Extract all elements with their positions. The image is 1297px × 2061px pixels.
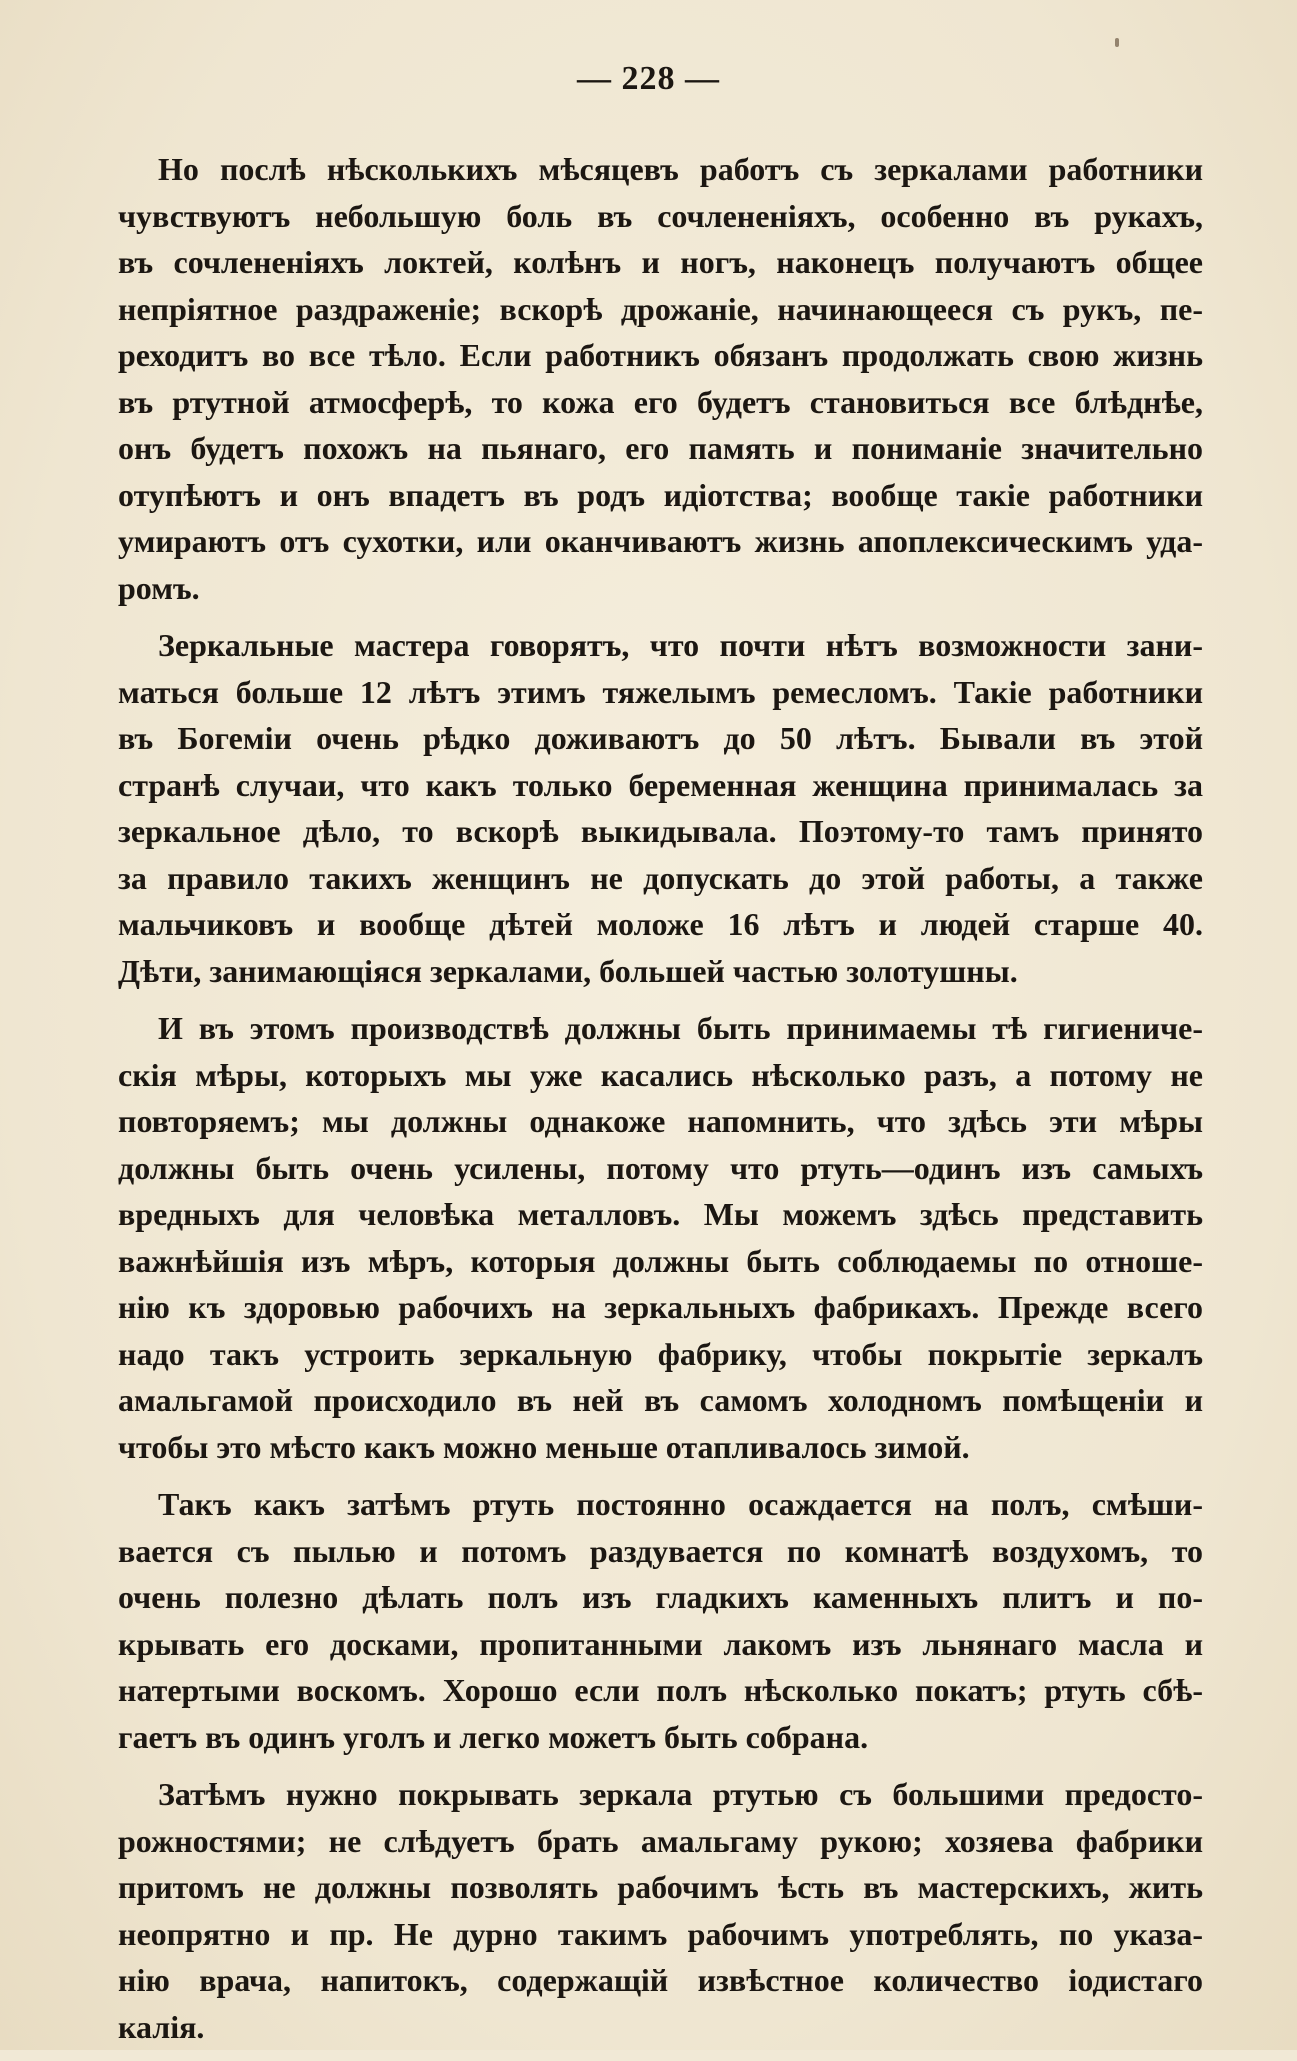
text-line: нію врача, напитокъ, содержащій извѣстное количество іодистаго [118,1962,1203,1998]
text-line: важнѣйшія изъ мѣръ, которыя должны быть соблюдаемы по отноше- [118,1242,1203,1279]
text-line: странѣ случаи, что какъ только беременная женщина принималась за [118,766,1203,803]
text-line: крывать его досками, пропитанными лакомъ изъ льнянаго масла и [118,1625,1203,1662]
text-line: повторяемъ; мы должны однакоже напомнить, что здѣсь эти мѣры [118,1103,1203,1139]
text-line: Такъ какъ затѣмъ ртуть постоянно осаждается на полъ, смѣши- [158,1486,1203,1522]
text-line: въ ртутной атмосферѣ, то кожа его будетъ становиться все блѣднѣе, [118,383,1203,420]
text-line: рожностями; не слѣдуетъ брать амальгаму рукою; хозяева фабрики [118,1822,1203,1859]
page-number: — 228 — [577,60,720,97]
text-line: натертыми воскомъ. Хорошо если полъ нѣсколько покатъ; ртуть сбѣ- [118,1672,1203,1708]
text-line: должны быть очень усилены, потому что ртуть—одинъ изъ самыхъ [118,1149,1203,1186]
text-line: калія. [118,2008,205,2045]
text-line: умираютъ отъ сухотки, или оканчиваютъ жизнь апоплексическимъ уда- [118,523,1203,559]
text-line: за правило такихъ женщинъ не допускать до этой работы, а также [118,859,1203,896]
text-line: Затѣмъ нужно покрывать зеркала ртутью съ большими предосто- [158,1776,1203,1812]
text-line: амальгамой происходило въ ней въ самомъ холодномъ помѣщеніи и [118,1382,1203,1418]
text-line: И въ этомъ производствѣ должны быть принимаемы тѣ гигиениче- [158,1010,1203,1046]
text-line: вредныхъ для человѣка металловъ. Мы можемъ здѣсь представить [118,1196,1203,1232]
text-line: чувствуютъ небольшую боль въ сочлененіяхъ, особенно въ рукахъ, [118,197,1203,234]
text-line: Но послѣ нѣсколькихъ мѣсяцевъ работъ съ зеркалами работники [158,151,1203,187]
text-line: зеркальное дѣло, то вскорѣ выкидывала. Поэтому-то тамъ принято [118,813,1203,849]
text-line: надо такъ устроить зеркальную фабрику, чтобы покрытіе зеркалъ [118,1335,1203,1372]
text-line: въ сочлененіяхъ локтей, колѣнъ и ногъ, наконецъ получаютъ общее [118,244,1203,280]
text-line: притомъ не должны позволять рабочимъ ѣсть въ мастерскихъ, жить [118,1869,1203,1905]
text-line: нію къ здоровью рабочихъ на зеркальныхъ фабрикахъ. Прежде всего [118,1289,1203,1325]
text-line: Дѣти, занимающіяся зеркалами, большей частью золотушны. [118,952,1018,989]
text-line: отупѣютъ и онъ впадетъ въ родъ идіотства; вообще такіе работники [118,476,1203,513]
text-line: ромъ. [118,569,200,606]
text-line: вается съ пылью и потомъ раздувается по комнатѣ воздухомъ, то [118,1532,1203,1569]
text-line: онъ будетъ похожъ на пьянаго, его память и пониманіе значительно [118,430,1203,466]
text-line: скія мѣры, которыхъ мы уже касались нѣсколько разъ, а потому не [118,1056,1203,1093]
text-line: маться больше 12 лѣтъ этимъ тяжелымъ ремесломъ. Такіе работники [118,673,1203,710]
paragraph [118,1481,1203,1760]
body-text [118,146,1203,2061]
text-line: непріятное раздраженіе; вскорѣ дрожаніе, начинающееся съ рукъ, пе- [118,290,1203,327]
text-line: въ Богеміи очень рѣдко доживаютъ до 50 лѣтъ. Бывали въ этой [118,720,1203,756]
paragraph [118,1005,1203,1470]
text-line: мальчиковъ и вообще дѣтей моложе 16 лѣтъ и людей старше 40. [118,906,1203,942]
text-line: Зеркальные мастера говорятъ, что почти нѣтъ возможности зани- [158,627,1203,663]
paragraph [118,622,1203,994]
text-line: реходитъ во все тѣло. Если работникъ обязанъ продолжать свою жизнь [118,337,1203,373]
text-line: чтобы это мѣсто какъ можно меньше отапливалось зимой. [118,1428,970,1465]
text-line: гаетъ въ одинъ уголъ и легко можетъ быть собрана. [118,1718,869,1755]
text-line: очень полезно дѣлать полъ изъ гладкихъ каменныхъ плитъ и по- [118,1579,1203,1615]
paragraph [118,146,1203,611]
text-line: неопрятно и пр. Не дурно такимъ рабочимъ употреблять, по указа- [118,1915,1203,1952]
ink-speck [1115,38,1119,47]
paragraph [118,1771,1203,2050]
